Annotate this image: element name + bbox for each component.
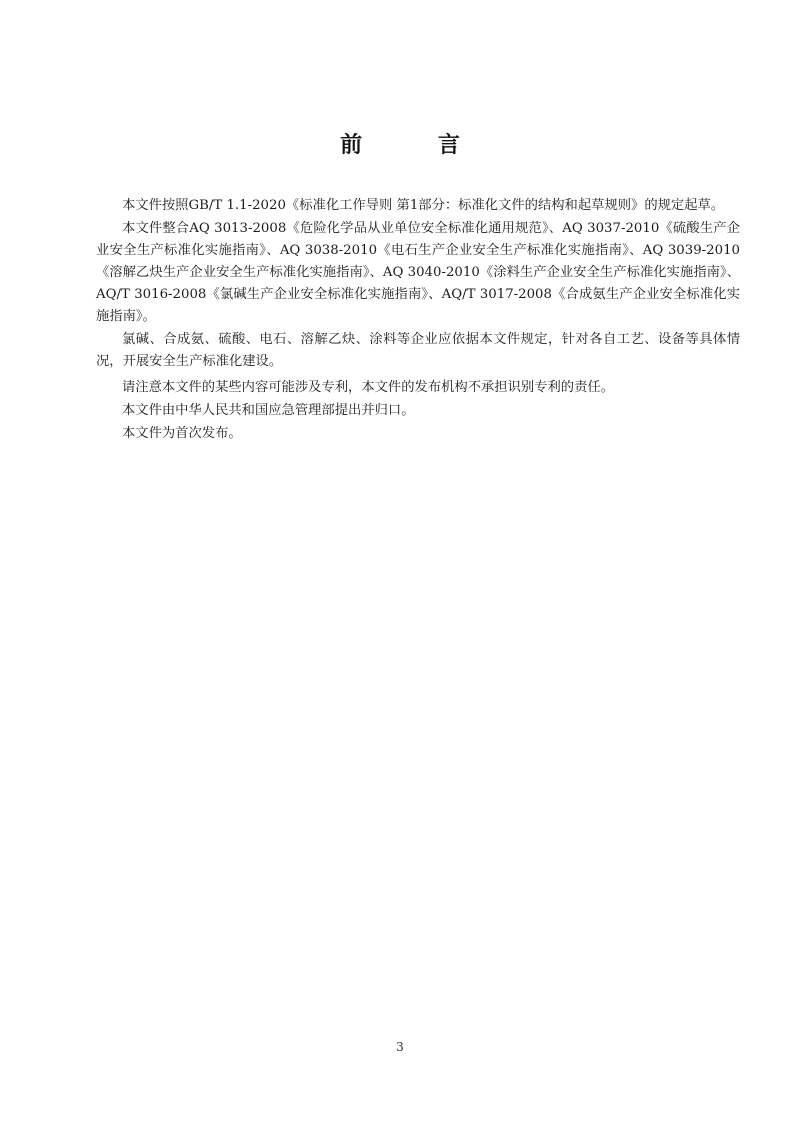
page-number: 3 xyxy=(396,1040,404,1054)
paragraph-proposer: 本文件由中华人民共和国应急管理部提出并归口。 xyxy=(122,403,415,418)
paragraph-integrated-standards: 本文件整合AQ 3013-2008《危险化学品从业单位安全标准化通用规范》、AQ 3037-2010《硫酸生产企业安全生产标准化实施指南》、AQ 3038-2010《电石生产企业安全生产标准化实施指南》、AQ 3039-2010《溶解乙炔生产企业安全生产标准化实施指南》、AQ 3040-2010《涂料生产企业安全生产标准化实施指南》、AQ/T 3016-2008《氯碱生产企业安全标准化实施指南》、AQ/T 3017-2008《合成氨生产企业安全标准化实施指南》。 xyxy=(96,221,740,324)
paragraph-first-release: 本文件为首次发布。 xyxy=(122,426,242,441)
document-body xyxy=(96,195,740,446)
paragraph-drafting-rules: 本文件按照GB/T 1.1-2020《标准化工作导则 第1部分：标准化文件的结构和起草规则》的规定起草。 xyxy=(122,198,725,213)
paragraph-patent-notice: 请注意本文件的某些内容可能涉及专利，本文件的发布机构不承担识别专利的责任。 xyxy=(122,380,614,395)
page-title: 前 言 xyxy=(340,133,494,158)
paragraph-applicable-enterprises: 氯碱、合成氨、硫酸、电石、溶解乙炔、涂料等企业应依据本文件规定，针对各自工艺、设备等具体情况，开展安全生产标准化建设。 xyxy=(96,332,740,369)
